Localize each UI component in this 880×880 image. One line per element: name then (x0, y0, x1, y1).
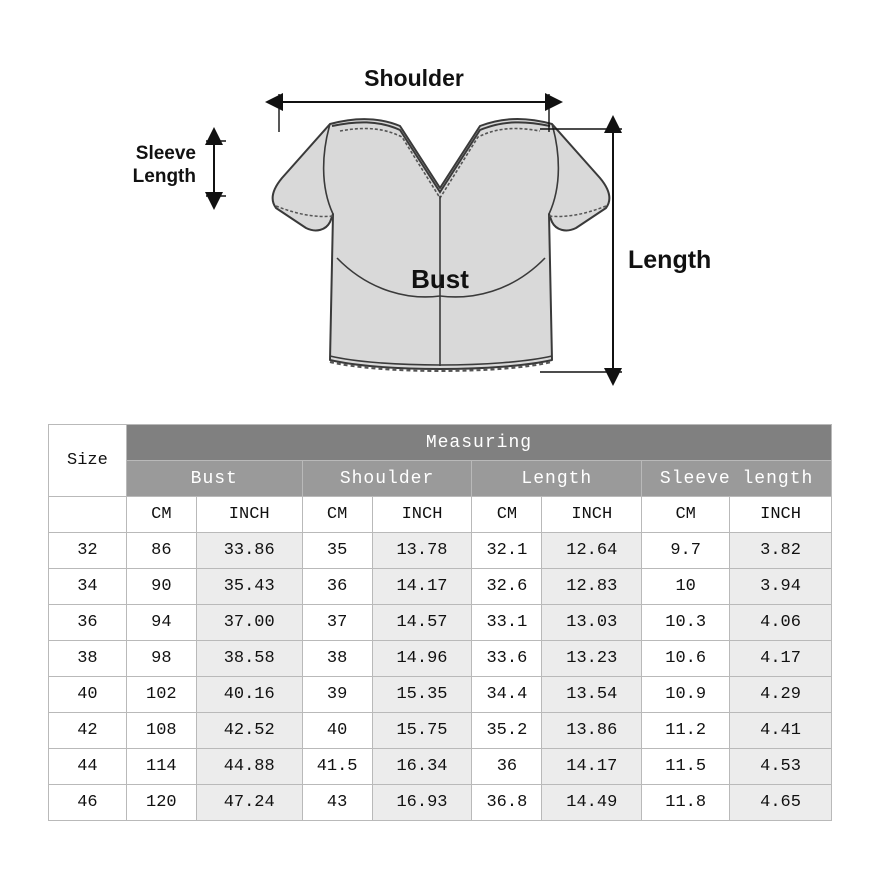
header-group-shoulder: Shoulder (302, 461, 472, 497)
cell-measurement: 41.5 (302, 749, 372, 785)
shoulder-label: Shoulder (364, 65, 464, 91)
table-body (49, 533, 832, 821)
cell-measurement: 4.65 (730, 785, 832, 821)
bust-label: Bust (411, 264, 469, 294)
cell-measurement: 16.93 (372, 785, 472, 821)
header-measuring: Measuring (126, 425, 831, 461)
cell-measurement: 40 (302, 713, 372, 749)
cell-measurement: 4.41 (730, 713, 832, 749)
cell-measurement: 86 (126, 533, 196, 569)
cell-measurement: 10.9 (642, 677, 730, 713)
sleeve-length-label-line2: Length (132, 166, 196, 187)
table-row (49, 749, 832, 785)
cell-measurement: 4.06 (730, 605, 832, 641)
cell-size: 42 (49, 713, 127, 749)
length-label: Length (628, 246, 712, 274)
cell-measurement: 47.24 (196, 785, 302, 821)
cell-measurement: 35.2 (472, 713, 542, 749)
cell-size: 34 (49, 569, 127, 605)
cell-measurement: 44.88 (196, 749, 302, 785)
cell-size: 38 (49, 641, 127, 677)
sleeve-length-label-line1: Sleeve (135, 143, 196, 164)
table-header (49, 425, 832, 533)
cell-measurement: 13.86 (542, 713, 642, 749)
cell-measurement: 39 (302, 677, 372, 713)
cell-measurement: 36 (472, 749, 542, 785)
cell-size: 40 (49, 677, 127, 713)
cell-measurement: 108 (126, 713, 196, 749)
cell-measurement: 10.3 (642, 605, 730, 641)
cell-measurement: 38.58 (196, 641, 302, 677)
cell-measurement: 33.6 (472, 641, 542, 677)
cell-measurement: 14.57 (372, 605, 472, 641)
cell-measurement: 38 (302, 641, 372, 677)
cell-measurement: 102 (126, 677, 196, 713)
cell-measurement: 15.75 (372, 713, 472, 749)
cell-measurement: 11.8 (642, 785, 730, 821)
cell-measurement: 10.6 (642, 641, 730, 677)
cell-measurement: 32.6 (472, 569, 542, 605)
header-unit-bust-inch: INCH (196, 497, 302, 533)
header-unit-size-blank (49, 497, 127, 533)
header-unit-length-cm: CM (472, 497, 542, 533)
cell-measurement: 34.4 (472, 677, 542, 713)
cell-measurement: 36.8 (472, 785, 542, 821)
garment-illustration (273, 119, 610, 371)
cell-size: 46 (49, 785, 127, 821)
cell-measurement: 33.86 (196, 533, 302, 569)
cell-measurement: 13.54 (542, 677, 642, 713)
cell-measurement: 13.78 (372, 533, 472, 569)
garment-measurement-diagram (0, 0, 880, 410)
header-row-groups (49, 461, 832, 497)
header-row-measuring (49, 425, 832, 461)
cell-measurement: 11.2 (642, 713, 730, 749)
table-row (49, 713, 832, 749)
cell-measurement: 3.82 (730, 533, 832, 569)
cell-measurement: 9.7 (642, 533, 730, 569)
cell-measurement: 42.52 (196, 713, 302, 749)
header-size: Size (49, 425, 127, 497)
cell-measurement: 14.49 (542, 785, 642, 821)
cell-measurement: 13.03 (542, 605, 642, 641)
header-unit-shoulder-cm: CM (302, 497, 372, 533)
cell-measurement: 12.64 (542, 533, 642, 569)
cell-measurement: 33.1 (472, 605, 542, 641)
cell-measurement: 16.34 (372, 749, 472, 785)
cell-measurement: 3.94 (730, 569, 832, 605)
cell-measurement: 37 (302, 605, 372, 641)
table-row (49, 569, 832, 605)
cell-measurement: 13.23 (542, 641, 642, 677)
cell-measurement: 36 (302, 569, 372, 605)
cell-measurement: 12.83 (542, 569, 642, 605)
cell-measurement: 14.96 (372, 641, 472, 677)
header-row-units (49, 497, 832, 533)
cell-measurement: 37.00 (196, 605, 302, 641)
cell-measurement: 40.16 (196, 677, 302, 713)
table-row (49, 641, 832, 677)
cell-measurement: 11.5 (642, 749, 730, 785)
cell-measurement: 35.43 (196, 569, 302, 605)
header-unit-sleeve-inch: INCH (730, 497, 832, 533)
cell-size: 32 (49, 533, 127, 569)
cell-measurement: 120 (126, 785, 196, 821)
table-row (49, 677, 832, 713)
size-chart-table (48, 424, 832, 821)
table-row (49, 605, 832, 641)
cell-measurement: 4.53 (730, 749, 832, 785)
header-unit-shoulder-inch: INCH (372, 497, 472, 533)
cell-measurement: 14.17 (542, 749, 642, 785)
cell-measurement: 90 (126, 569, 196, 605)
cell-measurement: 35 (302, 533, 372, 569)
garment-body-shape (273, 119, 610, 369)
cell-measurement: 98 (126, 641, 196, 677)
header-unit-sleeve-cm: CM (642, 497, 730, 533)
sleeve-length-dimension (133, 141, 226, 196)
cell-size: 36 (49, 605, 127, 641)
cell-measurement: 10 (642, 569, 730, 605)
header-group-length: Length (472, 461, 642, 497)
cell-size: 44 (49, 749, 127, 785)
table-row (49, 533, 832, 569)
cell-measurement: 14.17 (372, 569, 472, 605)
header-unit-length-inch: INCH (542, 497, 642, 533)
cell-measurement: 4.17 (730, 641, 832, 677)
size-chart-container (48, 424, 832, 821)
cell-measurement: 43 (302, 785, 372, 821)
cell-measurement: 94 (126, 605, 196, 641)
cell-measurement: 15.35 (372, 677, 472, 713)
cell-measurement: 4.29 (730, 677, 832, 713)
cell-measurement: 114 (126, 749, 196, 785)
cell-measurement: 32.1 (472, 533, 542, 569)
table-row (49, 785, 832, 821)
header-group-bust: Bust (126, 461, 302, 497)
header-unit-bust-cm: CM (126, 497, 196, 533)
header-group-sleeve-length: Sleeve length (642, 461, 832, 497)
